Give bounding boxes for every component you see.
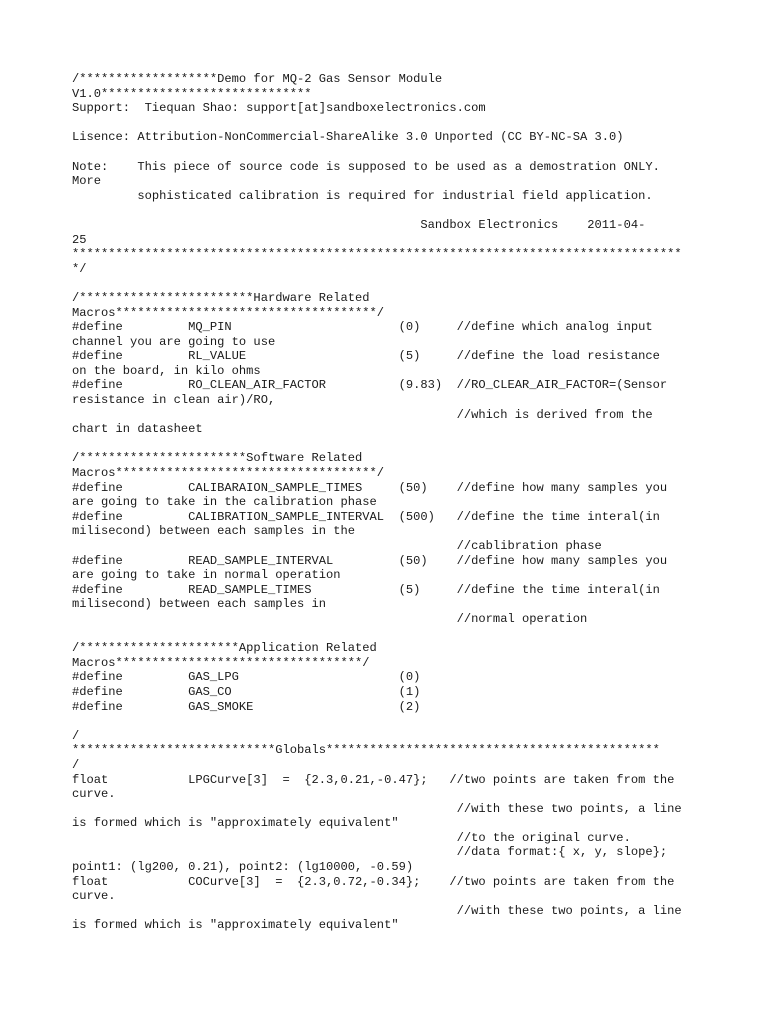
code-line: Macros************************************/: [72, 305, 385, 320]
code-line: */: [72, 261, 87, 276]
code-line: #define MQ_PIN (0) //define which analog input: [72, 320, 653, 335]
code-line: #define RL_VALUE (5) //define the load resistance: [72, 349, 660, 364]
code-line: curve.: [72, 889, 116, 904]
code-line: Macros**********************************/: [72, 655, 370, 670]
code-line: [72, 437, 712, 452]
code-line: on the board, in kilo ohms: [72, 363, 261, 378]
code-line: [72, 203, 712, 218]
code-line: Note: This piece of source code is supposed to be used as a demostration ONLY.: [72, 159, 660, 174]
code-line: //with these two points, a line: [72, 903, 682, 918]
code-line: are going to take in the calibration phase: [72, 495, 377, 510]
code-line: /**********************Application Related: [72, 641, 377, 656]
code-line: Lisence: Attribution-NonCommercial-ShareAlike 3.0 Unported (CC BY-NC-SA 3.0): [72, 130, 624, 145]
code-line: point1: (lg200, 0.21), point2: (lg10000, -0.59): [72, 860, 414, 875]
code-line: //cablibration phase: [72, 539, 602, 553]
code-line: [72, 627, 712, 642]
code-line: //with these two points, a line: [72, 801, 682, 816]
code-line: resistance in clean air)/RO,: [72, 393, 276, 408]
code-line: [72, 145, 712, 160]
code-line: //normal operation: [72, 611, 588, 626]
code-line: #define GAS_LPG (0): [72, 670, 421, 685]
code-line: Macros************************************/: [72, 466, 385, 481]
code-line: float COCurve[3] = {2.3,0.72,-0.34}; //two points are taken from the: [72, 874, 675, 889]
code-line: 25: [72, 232, 87, 247]
code-line: //to the original curve.: [72, 830, 631, 845]
code-line: float LPGCurve[3] = {2.3,0.21,-0.47}; //two points are taken from the: [72, 772, 675, 787]
code-line: #define GAS_CO (1): [72, 684, 421, 699]
code-line: #define CALIBARAION_SAMPLE_TIMES (50) //define how many samples you: [72, 480, 668, 495]
code-line: [72, 116, 712, 131]
code-line: channel you are going to use: [72, 334, 276, 349]
code-line: /*******************Demo for MQ-2 Gas Sensor Module: [72, 72, 443, 86]
code-line: //which is derived from the: [72, 407, 653, 422]
code-line: is formed which is "approximately equivalent": [72, 918, 399, 933]
code-line: //data format:{ x, y, slope};: [72, 845, 668, 860]
code-line: #define RO_CLEAN_AIR_FACTOR (9.83) //RO_CLEAR_AIR_FACTOR=(Sensor: [72, 378, 668, 393]
source-code-document: [72, 72, 712, 933]
code-line: #define READ_SAMPLE_INTERVAL (50) //define how many samples you: [72, 553, 668, 568]
code-line: /: [72, 757, 80, 772]
code-line: /***********************Software Related: [72, 451, 363, 466]
code-line: #define CALIBRATION_SAMPLE_INTERVAL (500) //define the time interal(in: [72, 509, 660, 524]
code-line: milisecond) between each samples in: [72, 597, 327, 612]
code-line: are going to take in normal operation: [72, 568, 341, 583]
code-line: Sandbox Electronics 2011-04-: [72, 217, 646, 232]
code-line: curve.: [72, 787, 116, 802]
code-line: milisecond) between each samples in the: [72, 524, 356, 539]
code-line: ****************************Globals**********************************************: [72, 743, 660, 758]
code-line: V1.0*****************************: [72, 86, 312, 101]
code-line: /************************Hardware Related: [72, 290, 370, 305]
code-line: sophisticated calibration is required for industrial field application.: [72, 188, 653, 203]
code-line: chart in datasheet: [72, 422, 203, 437]
code-line: [72, 714, 712, 729]
code-line: is formed which is "approximately equivalent": [72, 816, 399, 831]
code-line: #define READ_SAMPLE_TIMES (5) //define the time interal(in: [72, 582, 660, 597]
code-line: #define GAS_SMOKE (2): [72, 699, 421, 714]
code-line: [72, 276, 712, 291]
code-line: More: [72, 174, 102, 189]
code-line: ************************************************************************************: [72, 247, 682, 262]
code-line: Support: Tiequan Shao: support[at]sandboxelectronics.com: [72, 101, 486, 116]
code-line: /: [72, 728, 80, 743]
